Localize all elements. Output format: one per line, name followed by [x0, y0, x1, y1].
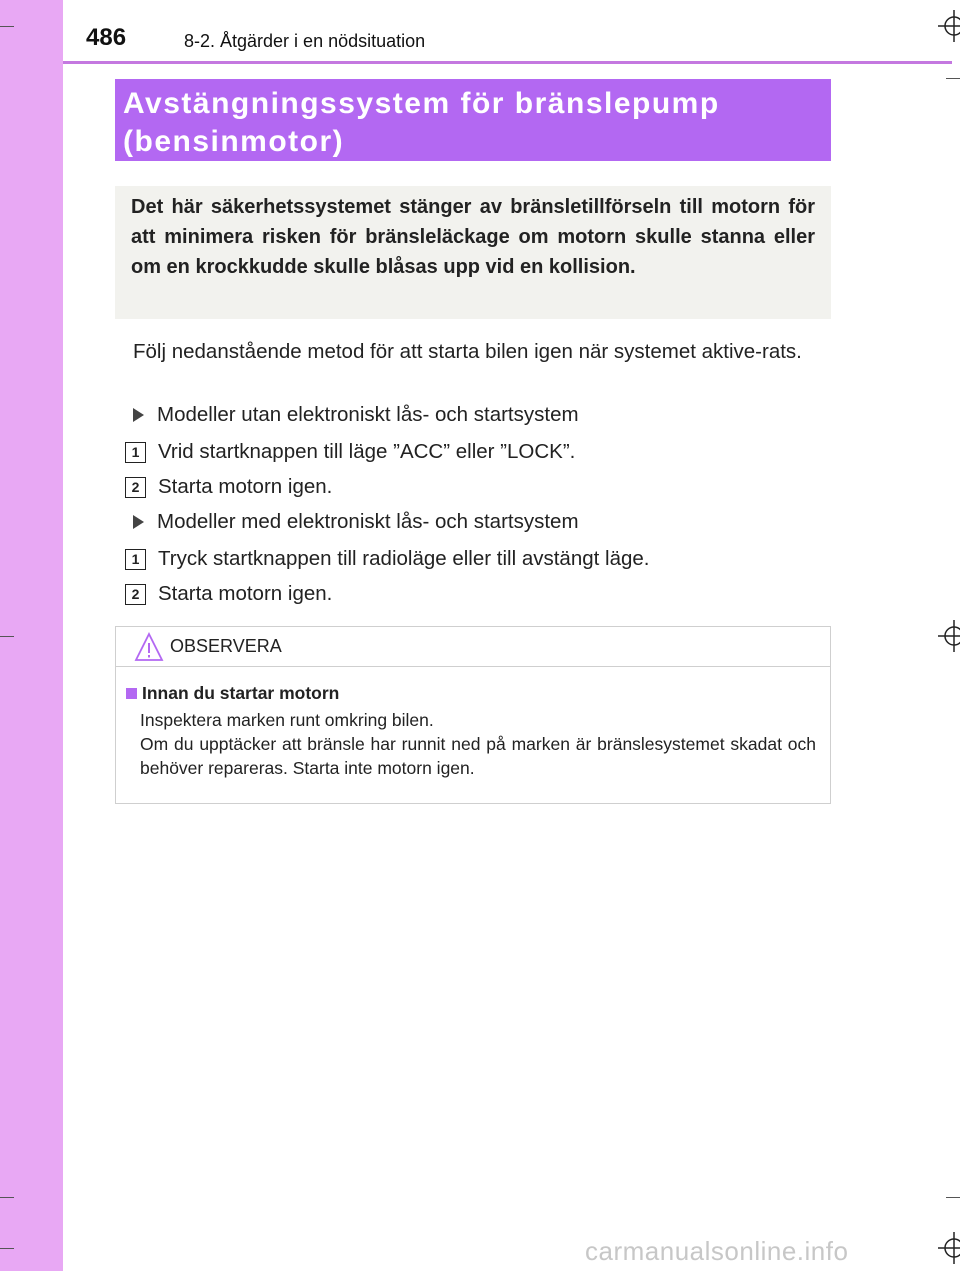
step-item	[125, 475, 332, 499]
crop-tick	[0, 636, 14, 637]
intro-box	[115, 186, 831, 319]
notice-subheading-text: Innan du startar motorn	[142, 683, 340, 703]
step-number-badge: 1	[125, 549, 146, 570]
model-heading-label: Modeller med elektroniskt lås- och startsystem	[157, 510, 579, 533]
step-text: Starta motorn igen.	[158, 475, 333, 498]
triangle-bullet-icon	[133, 408, 144, 422]
notice-box	[115, 626, 831, 804]
crop-tick	[0, 1197, 14, 1198]
model-heading-label: Modeller utan elektroniskt lås- och startsystem	[157, 403, 579, 426]
step-text: Starta motorn igen.	[158, 582, 333, 605]
page-title: Avstängningssystem för bränslepump (bensinmotor)	[123, 87, 720, 158]
registration-mark-icon	[938, 10, 960, 42]
watermark: carmanualsonline.info	[585, 1236, 849, 1266]
step-item	[125, 440, 575, 464]
notice-line: Om du upptäcker att bränsle har runnit ned på marken är bränslesystemet skadat och behöver repareras. Starta inte motorn igen.	[140, 734, 816, 778]
step-number-badge: 2	[125, 477, 146, 498]
crop-tick	[946, 1197, 960, 1198]
crop-tick	[946, 78, 960, 79]
triangle-bullet-icon	[133, 515, 144, 529]
step-item	[125, 582, 332, 606]
step-text: Vrid startknappen till läge ”ACC” eller ”LOCK”.	[158, 440, 576, 463]
step-number-badge: 1	[125, 442, 146, 463]
crop-tick	[0, 1248, 14, 1249]
model-heading-with-key	[133, 510, 579, 534]
notice-line: Inspektera marken runt omkring bilen.	[140, 710, 434, 730]
notice-subheading	[126, 683, 816, 704]
body-paragraph: Följ nedanstående metod för att starta bilen igen när systemet aktive-rats.	[133, 340, 802, 363]
notice-header	[116, 627, 830, 667]
square-bullet-icon	[126, 688, 137, 699]
crop-tick	[0, 26, 14, 27]
page-number: 486	[86, 24, 127, 51]
step-item	[125, 547, 649, 571]
registration-mark-icon	[938, 620, 960, 652]
step-number-badge: 2	[125, 584, 146, 605]
notice-body	[116, 667, 830, 780]
header-rule	[63, 61, 952, 64]
intro-text: Det här säkerhetssystemet stänger av bränsletillförseln till motorn för att minimera risken för bränsleläckage om motorn skulle stanna eller om en krockkudde skulle blåsas upp vid en kollision.	[131, 196, 815, 278]
model-heading-without-key	[133, 403, 579, 427]
step-text: Tryck startknappen till radioläge eller till avstängt läge.	[158, 547, 650, 570]
title-bar	[115, 79, 831, 161]
section-label: 8-2. Åtgärder i en nödsituation	[184, 31, 426, 51]
registration-mark-icon	[938, 1232, 960, 1264]
warning-triangle-icon	[134, 632, 164, 662]
notice-label: OBSERVERA	[170, 636, 282, 656]
